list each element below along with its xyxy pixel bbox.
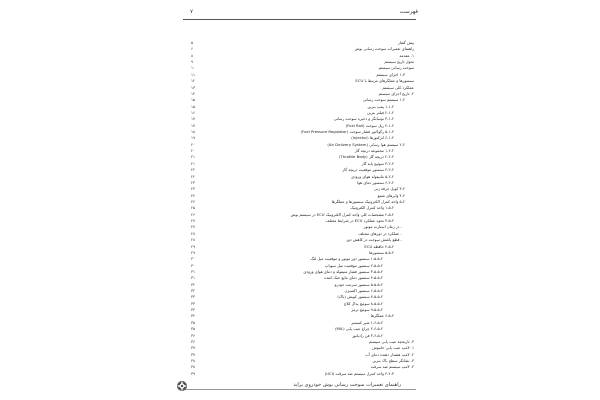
toc-page-number: ۲۷ [191, 218, 196, 224]
toc-entry-title: - در زمان استارت موتور [363, 224, 402, 230]
toc-entry-title: سوخت رسانی سیستم [378, 65, 414, 71]
toc-entry-title: ۷-۵-۵-۲ سنسور کوبش (ناک) [337, 294, 383, 300]
toc-entry-title: ۴-۲ وایرهای شمع [377, 192, 405, 198]
toc-entry-title: ۳-۵-۵-۲ سنسور فشار منیفولد و دمای هوای ورودی [303, 268, 383, 274]
toc-page-number: ۳۳ [191, 300, 196, 306]
footer-divider [183, 389, 416, 390]
toc-entry-title: ۶-۲-۲ سنسور دمای هوا [357, 179, 394, 185]
toc-entry-title: ۲. تاریخ اجرای سیستم [378, 90, 414, 96]
toc-entry-title: ۳-۱-۲ نوسانگر و ذخیره سوخت رسانی [333, 116, 394, 122]
toc-page-number: ۳۲ [191, 281, 196, 287]
toc-entry-title: ۳. نشانگر سطح باک بنزین [372, 357, 414, 363]
page-number: ۷ [190, 9, 193, 15]
toc-page-number: ۲۴ [191, 192, 196, 198]
toc-entry-title: - عملکرد در دورهای مختلف [358, 230, 402, 236]
toc-entry-title: ۹-۵-۵-۲ سوئیچ ترمز [351, 307, 383, 313]
toc-page-number: ۳۵ [191, 326, 196, 332]
toc-page-number: ۹ [191, 59, 194, 65]
toc-page-number: ۳۶ [191, 332, 196, 338]
toc-entry-title: ۳-۲-۲ سوئیچ پایه گاز [361, 160, 394, 166]
toc-entry-title: ۲-۵-۵-۲ سنسور موقعیت میل سوپاپ [324, 262, 383, 268]
toc-entry-title: ۵-۱-۲ رگولاتور فشار سوخت (Fuel Pressure Regulator) [300, 129, 394, 135]
toc-entry-title: ۱-۳ اجزای سیستم [376, 71, 405, 77]
toc-page-number: ۱۵ [191, 97, 196, 103]
toc-page-number: ۲۹ [191, 249, 196, 255]
toc-entry-title: ۴-۲-۳ واحد کنترل سیستم ضد سرقت (UCI) [324, 370, 394, 376]
toc-entry-title: پیش گفتار [397, 40, 414, 45]
toc-page-number: ۲۳ [191, 179, 196, 185]
toc-page-number: ۳۶ [191, 338, 196, 344]
toc-entry-title: ۱. مقدمه [399, 52, 414, 58]
toc-entry-title: ۶-۱-۲ انژکتورها (Injector) [351, 135, 394, 141]
toc-page-number: ۳۰ [191, 262, 196, 268]
toc-page-number: ۲۷ [191, 224, 196, 230]
toc-entry-title: ۲-۲ سیستم هوا رسانی (Air Delivery System) [327, 141, 405, 147]
toc-entry-title: ۲-۶-۵-۲ چراغ عیب یابی (MIL) [335, 326, 383, 332]
toc-entry-title: ۵-۵-۲ سنسورها [369, 249, 394, 255]
toc-entry-title: ۵-۵-۵-۲ سنسور سرعت خودرو [334, 281, 383, 287]
toc-page-number: ۳۳ [191, 294, 196, 300]
toc-entry-title: ۶-۵-۲ عملگرها [370, 313, 394, 319]
toc-entry-title: تحول تاریخ سیستم [384, 59, 414, 65]
toc-page-number: ۲۰ [191, 148, 196, 154]
toc-entry-title: ۱. لامپ عیب یابی خاموش [372, 345, 414, 351]
toc-page-number: ۱۷ [191, 122, 196, 128]
toc-page-number: ۲۹ [191, 243, 196, 249]
toc-entry-title: ۱-۱-۲ پمپ بنزین [367, 103, 394, 109]
toc-entry-title: راهنمای تعمیرات سوخت رسانی بوش [354, 46, 414, 52]
toc-page-number: ۳۱ [191, 275, 196, 281]
toc-entry-title: ۳-۶-۵-۲ فن رادیاتور [351, 332, 383, 338]
toc-page-number: ۱۲ [191, 78, 196, 84]
toc-entry-title: ۴-۱-۲ ریل سوخت (Fuel Rail) [345, 122, 394, 128]
toc-page-number: ۳۹ [191, 370, 196, 376]
toc-entry-title: ۲. لامپ هشدار دهنده دمای آب [365, 351, 414, 357]
toc-entry-title: ۸-۵-۵-۲ سوئیچ پدال کلاچ [343, 300, 383, 306]
toc-page-number: ۲۳ [191, 186, 196, 192]
toc-entry-title: ۳. تاریخچه عیب یابی سیستم [368, 338, 414, 344]
toc-page-number: ۳۸ [191, 357, 196, 363]
toc-entry-title: ۱-۵-۵-۲ سنسور دور موتور و موقعیت میل لنگ [310, 256, 383, 262]
toc-entry-title: ۲-۲-۲ دریچه گاز (Throttle Body) [339, 154, 394, 160]
toc-entry-title: ۴. لامپ سیستم ضد سرقت [370, 364, 414, 370]
toc-page-number: ۱۹ [191, 135, 196, 141]
toc-row[interactable] [183, 371, 416, 377]
toc-page-number: ۲۲ [191, 173, 196, 179]
toc-page-number: ۱۳ [191, 84, 196, 90]
toc-page-number: ۲۱ [191, 154, 196, 160]
toc-page-number: ۲۲ [191, 167, 196, 173]
toc-page-number: ۲۴ [191, 198, 196, 204]
toc-page-number: ۳۵ [191, 319, 196, 325]
toc-page-number: ۳۱ [191, 268, 196, 274]
toc-page-number: ۲۱ [191, 160, 196, 166]
toc-entry-title: ۱-۲ سیستم سوخت رسانی [362, 97, 405, 103]
toc-page-number: ۲۰ [191, 141, 196, 147]
toc-entry-title: سنسورها و عملگرهای مرتبط با ECU [355, 78, 414, 84]
page-title: فهرست [399, 9, 418, 15]
toc-page-number: ۲۸ [191, 230, 196, 236]
toc-page-number: ۳۸ [191, 364, 196, 370]
toc-entry-title: - قطع پاشش سوخت در کاهش دور [346, 237, 402, 243]
toc-entry-title: عملکرد کلی سیستم [382, 84, 414, 90]
toc-entry-title: ۱-۶-۵-۲ شیر کنیستر [351, 319, 383, 325]
toc-entry-title: ۵-۲-۲ مانیفولد هوای ورودی [350, 173, 394, 179]
toc-page-number: ۳۲ [191, 288, 196, 294]
toc-page-number: ۱۴ [191, 90, 196, 96]
toc-page-number: ۱۶ [191, 109, 196, 115]
toc-entry-title: ۲-۵-۲ مشخصات کلی واحد کنترل الکترونیک ECU در سیستم بوش [290, 211, 394, 217]
toc-page-number: ۳۰ [191, 256, 196, 262]
publisher-logo-icon [176, 380, 188, 392]
toc-page-number: ۱۸ [191, 129, 196, 135]
toc-page-number: ۱۱ [191, 71, 196, 77]
toc-page-number: ۶ [191, 46, 194, 52]
toc-entry-title: ۴-۲-۲ سنسور موقعیت دریچه گاز [342, 167, 394, 173]
toc-entry-title: ۲-۱-۲ فیلتر بنزین [367, 109, 394, 115]
toc-entry-title: ۵-۲ واحد کنترل الکترونیک سنسورها و عملگرها [331, 198, 405, 204]
toc-page-number: ۵ [191, 40, 194, 45]
toc-page-number: ۱۵ [191, 103, 196, 109]
toc-page-number: ۲۵ [191, 205, 196, 211]
toc-entry-title: ۱-۲-۲ مجموعه دریچه گاز [354, 148, 394, 154]
toc-entry-title: ۶-۵-۵-۲ سنسور اکسیژن [344, 288, 383, 294]
toc-page-number: ۸ [191, 52, 194, 58]
toc-page-number: ۳۷ [191, 345, 196, 351]
toc-page-number: ۱۰ [191, 65, 196, 71]
header-divider [183, 19, 416, 20]
toc-entry-title: ۳-۵-۲ نحوه عملکرد ECU در شرایط مختلف [325, 218, 394, 224]
toc-page-number: ۱۷ [191, 116, 196, 122]
toc-entry-title: ۳-۲ کویل جرقه زنی [373, 186, 405, 192]
toc-entry-title: ۴-۵-۲ حافظه ECU [364, 243, 394, 249]
footer-text: راهنمای تعمیرات سوخت رسانی بوش خودروی پراید [293, 382, 401, 388]
toc-page-number: ۲۶ [191, 211, 196, 217]
toc-entry-title: ۱-۵-۲ واحد کنترل الکترونیک [350, 205, 394, 211]
toc-page-number: ۲۸ [191, 237, 196, 243]
table-of-contents [183, 40, 416, 377]
toc-entry-title: ۴-۵-۵-۲ سنسور دمای مایع خنک کننده [324, 275, 383, 281]
toc-page-number: ۳۴ [191, 307, 196, 313]
toc-page-number: ۳۷ [191, 351, 196, 357]
toc-page-number: ۳۴ [191, 313, 196, 319]
